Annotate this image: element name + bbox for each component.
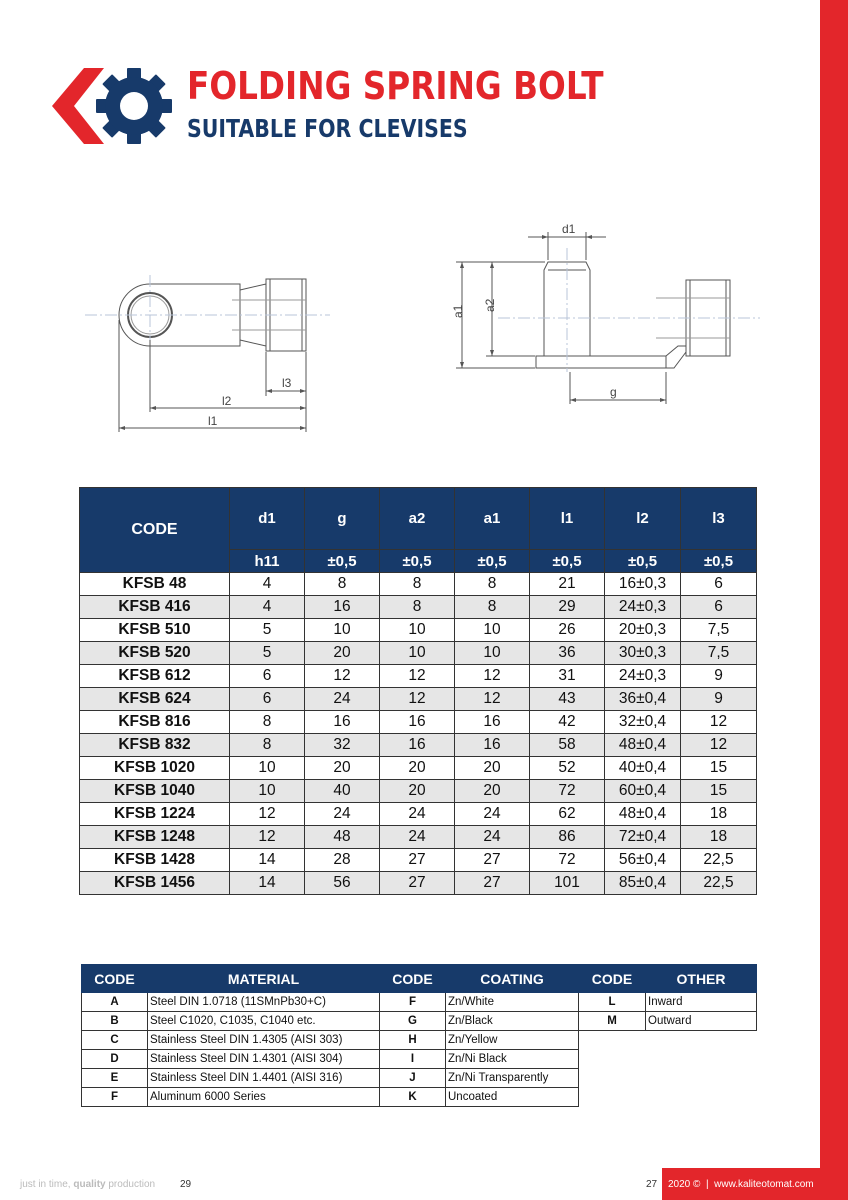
product-code: KFSB 624	[80, 688, 230, 711]
cell-g: 10	[305, 619, 380, 642]
label-d1: d1	[562, 222, 576, 236]
cell-g: 20	[305, 642, 380, 665]
cell-d1: 6	[230, 665, 305, 688]
product-code: KFSB 520	[80, 642, 230, 665]
coating-header-1: COATING	[446, 965, 579, 993]
page-subtitle: SUITABLE FOR CLEVISES	[187, 114, 468, 143]
table-row	[80, 826, 757, 849]
table-row	[80, 711, 757, 734]
coating-code: G	[380, 1012, 446, 1031]
tolerance-l2: ±0,5	[605, 550, 681, 573]
cell-l3: 9	[681, 688, 757, 711]
cell-l2: 32±0,4	[605, 711, 681, 734]
material-code: A	[82, 993, 148, 1012]
product-code: KFSB 48	[80, 573, 230, 596]
table-row	[380, 1069, 579, 1088]
cell-l3: 7,5	[681, 642, 757, 665]
coating-value: Uncoated	[446, 1088, 579, 1107]
table-row	[380, 1012, 579, 1031]
technical-drawing	[0, 215, 820, 445]
cell-g: 24	[305, 688, 380, 711]
column-header-a1: a1	[455, 488, 530, 550]
cell-d1: 6	[230, 688, 305, 711]
cell-a2: 27	[380, 872, 455, 895]
cell-l2: 24±0,3	[605, 665, 681, 688]
bolt-plate	[536, 356, 666, 368]
cell-a2: 24	[380, 826, 455, 849]
cell-l2: 48±0,4	[605, 734, 681, 757]
cell-g: 16	[305, 596, 380, 619]
page-number-right: 27	[646, 1179, 658, 1190]
other-header-0: CODE	[579, 965, 646, 993]
coating-value: Zn/Ni Transparently	[446, 1069, 579, 1088]
tolerance-l3: ±0,5	[681, 550, 757, 573]
product-code: KFSB 1224	[80, 803, 230, 826]
table-row	[80, 596, 757, 619]
cell-a2: 16	[380, 734, 455, 757]
cell-l1: 86	[530, 826, 605, 849]
label-g: g	[610, 385, 617, 399]
cell-g: 56	[305, 872, 380, 895]
material-code: B	[82, 1012, 148, 1031]
table-row	[80, 734, 757, 757]
table-row	[82, 993, 380, 1012]
company-logo	[50, 66, 175, 146]
table-row	[82, 1088, 380, 1107]
cell-l3: 15	[681, 780, 757, 803]
cell-g: 8	[305, 573, 380, 596]
label-l1: l1	[208, 414, 218, 428]
cell-g: 24	[305, 803, 380, 826]
other-header-1: OTHER	[646, 965, 757, 993]
cell-l2: 72±0,4	[605, 826, 681, 849]
table-row	[82, 1012, 380, 1031]
product-code: KFSB 1040	[80, 780, 230, 803]
cell-a2: 12	[380, 688, 455, 711]
table-row	[80, 573, 757, 596]
material-code: E	[82, 1069, 148, 1088]
coating-code: H	[380, 1031, 446, 1050]
cell-l2: 56±0,4	[605, 849, 681, 872]
cell-l2: 48±0,4	[605, 803, 681, 826]
label-l2: l2	[222, 394, 232, 408]
cell-a2: 16	[380, 711, 455, 734]
coating-value: Zn/Yellow	[446, 1031, 579, 1050]
cell-a2: 27	[380, 849, 455, 872]
cell-g: 16	[305, 711, 380, 734]
table-row	[80, 780, 757, 803]
cell-l3: 12	[681, 734, 757, 757]
cell-g: 20	[305, 757, 380, 780]
cell-l1: 62	[530, 803, 605, 826]
material-value: Steel DIN 1.0718 (11SMnPb30+C)	[148, 993, 380, 1012]
coating-value: Zn/White	[446, 993, 579, 1012]
label-a2: a2	[483, 298, 497, 312]
footer-website[interactable]: 2020 © | www.kaliteotomat.com	[668, 1179, 814, 1190]
product-code: KFSB 1428	[80, 849, 230, 872]
product-code: KFSB 416	[80, 596, 230, 619]
gear-icon	[96, 68, 172, 144]
cell-l3: 22,5	[681, 872, 757, 895]
cell-l3: 6	[681, 573, 757, 596]
coating-code: F	[380, 993, 446, 1012]
cell-l3: 7,5	[681, 619, 757, 642]
footer-slogan: just in time, quality production	[20, 1179, 156, 1190]
cell-a1: 24	[455, 803, 530, 826]
cell-a1: 16	[455, 734, 530, 757]
table-row	[80, 619, 757, 642]
cell-l2: 24±0,3	[605, 596, 681, 619]
dimension-table	[79, 487, 757, 895]
cell-a1: 8	[455, 573, 530, 596]
tolerance-a2: ±0,5	[380, 550, 455, 573]
material-value: Stainless Steel DIN 1.4301 (AISI 304)	[148, 1050, 380, 1069]
coating-table	[379, 964, 579, 1107]
product-code: KFSB 1248	[80, 826, 230, 849]
coating-code: I	[380, 1050, 446, 1069]
table-row	[579, 1012, 757, 1031]
table-row	[80, 757, 757, 780]
table-row	[380, 993, 579, 1012]
cell-l2: 30±0,3	[605, 642, 681, 665]
cell-l1: 29	[530, 596, 605, 619]
cell-a1: 27	[455, 849, 530, 872]
cell-l3: 18	[681, 803, 757, 826]
table-row	[82, 1069, 380, 1088]
cell-d1: 5	[230, 619, 305, 642]
table-row	[380, 1050, 579, 1069]
column-header-d1: d1	[230, 488, 305, 550]
cell-a1: 16	[455, 711, 530, 734]
cell-l2: 16±0,3	[605, 573, 681, 596]
cell-l2: 60±0,4	[605, 780, 681, 803]
cell-d1: 14	[230, 849, 305, 872]
cell-l3: 15	[681, 757, 757, 780]
material-code: C	[82, 1031, 148, 1050]
cell-a2: 10	[380, 642, 455, 665]
cell-a1: 8	[455, 596, 530, 619]
cell-a2: 8	[380, 596, 455, 619]
table-row	[80, 688, 757, 711]
cell-l2: 36±0,4	[605, 688, 681, 711]
cell-a1: 24	[455, 826, 530, 849]
cell-l3: 22,5	[681, 849, 757, 872]
product-code: KFSB 816	[80, 711, 230, 734]
cell-d1: 10	[230, 780, 305, 803]
column-header-l2: l2	[605, 488, 681, 550]
cell-a1: 20	[455, 757, 530, 780]
cell-l1: 101	[530, 872, 605, 895]
table-row	[80, 849, 757, 872]
cell-g: 32	[305, 734, 380, 757]
product-code: KFSB 612	[80, 665, 230, 688]
material-code: F	[82, 1088, 148, 1107]
column-header-g: g	[305, 488, 380, 550]
page-title: FOLDING SPRING BOLT	[187, 64, 604, 108]
table-row	[380, 1088, 579, 1107]
coating-header-0: CODE	[380, 965, 446, 993]
right-accent-bar	[820, 0, 848, 1200]
cell-a1: 12	[455, 665, 530, 688]
cell-a1: 27	[455, 872, 530, 895]
material-value: Stainless Steel DIN 1.4305 (AISI 303)	[148, 1031, 380, 1050]
column-header-l1: l1	[530, 488, 605, 550]
table-row	[80, 665, 757, 688]
cell-a1: 10	[455, 642, 530, 665]
product-code: KFSB 1020	[80, 757, 230, 780]
table-row	[80, 803, 757, 826]
cell-a2: 8	[380, 573, 455, 596]
cell-l3: 12	[681, 711, 757, 734]
column-header-l3: l3	[681, 488, 757, 550]
other-code: L	[579, 993, 646, 1012]
cell-d1: 4	[230, 573, 305, 596]
cell-g: 48	[305, 826, 380, 849]
table-row	[579, 993, 757, 1012]
other-code: M	[579, 1012, 646, 1031]
tolerance-l1: ±0,5	[530, 550, 605, 573]
cell-l3: 18	[681, 826, 757, 849]
cell-g: 40	[305, 780, 380, 803]
coating-code: K	[380, 1088, 446, 1107]
cell-l1: 21	[530, 573, 605, 596]
cell-l1: 72	[530, 780, 605, 803]
table-row	[80, 872, 757, 895]
tolerance-a1: ±0,5	[455, 550, 530, 573]
material-value: Steel C1020, C1035, C1040 etc.	[148, 1012, 380, 1031]
other-value: Inward	[646, 993, 757, 1012]
material-value: Stainless Steel DIN 1.4401 (AISI 316)	[148, 1069, 380, 1088]
product-code: KFSB 1456	[80, 872, 230, 895]
cell-a1: 20	[455, 780, 530, 803]
cell-d1: 8	[230, 734, 305, 757]
coating-value: Zn/Ni Black	[446, 1050, 579, 1069]
product-code: KFSB 832	[80, 734, 230, 757]
cell-a2: 20	[380, 757, 455, 780]
material-header-1: MATERIAL	[148, 965, 380, 993]
cell-l1: 52	[530, 757, 605, 780]
cell-a2: 20	[380, 780, 455, 803]
other-table	[578, 964, 757, 1031]
label-a1: a1	[451, 304, 465, 318]
cell-a2: 10	[380, 619, 455, 642]
cell-d1: 8	[230, 711, 305, 734]
tolerance-g: ±0,5	[305, 550, 380, 573]
cell-l1: 42	[530, 711, 605, 734]
cell-a2: 24	[380, 803, 455, 826]
material-table	[81, 964, 380, 1107]
cell-g: 12	[305, 665, 380, 688]
table-row	[80, 642, 757, 665]
cell-l2: 40±0,4	[605, 757, 681, 780]
material-value: Aluminum 6000 Series	[148, 1088, 380, 1107]
cell-d1: 12	[230, 803, 305, 826]
column-header-a2: a2	[380, 488, 455, 550]
cell-l1: 36	[530, 642, 605, 665]
cell-a2: 12	[380, 665, 455, 688]
code-column-header: CODE	[80, 488, 230, 573]
cell-d1: 5	[230, 642, 305, 665]
cell-l3: 6	[681, 596, 757, 619]
table-row	[380, 1031, 579, 1050]
cell-l1: 43	[530, 688, 605, 711]
cell-l1: 26	[530, 619, 605, 642]
coating-code: J	[380, 1069, 446, 1088]
other-value: Outward	[646, 1012, 757, 1031]
cell-d1: 14	[230, 872, 305, 895]
cell-l2: 85±0,4	[605, 872, 681, 895]
coating-value: Zn/Black	[446, 1012, 579, 1031]
material-header-0: CODE	[82, 965, 148, 993]
cell-a1: 10	[455, 619, 530, 642]
table-row	[82, 1050, 380, 1069]
cell-l3: 9	[681, 665, 757, 688]
cell-d1: 10	[230, 757, 305, 780]
page-number-left: 29	[180, 1179, 192, 1190]
cell-d1: 4	[230, 596, 305, 619]
cell-l1: 58	[530, 734, 605, 757]
material-code: D	[82, 1050, 148, 1069]
cell-l1: 31	[530, 665, 605, 688]
table-row	[82, 1031, 380, 1050]
cell-d1: 12	[230, 826, 305, 849]
product-code: KFSB 510	[80, 619, 230, 642]
cell-l2: 20±0,3	[605, 619, 681, 642]
cell-a1: 12	[455, 688, 530, 711]
cell-g: 28	[305, 849, 380, 872]
label-l3: l3	[282, 376, 292, 390]
cell-l1: 72	[530, 849, 605, 872]
tolerance-d1: h11	[230, 550, 305, 573]
